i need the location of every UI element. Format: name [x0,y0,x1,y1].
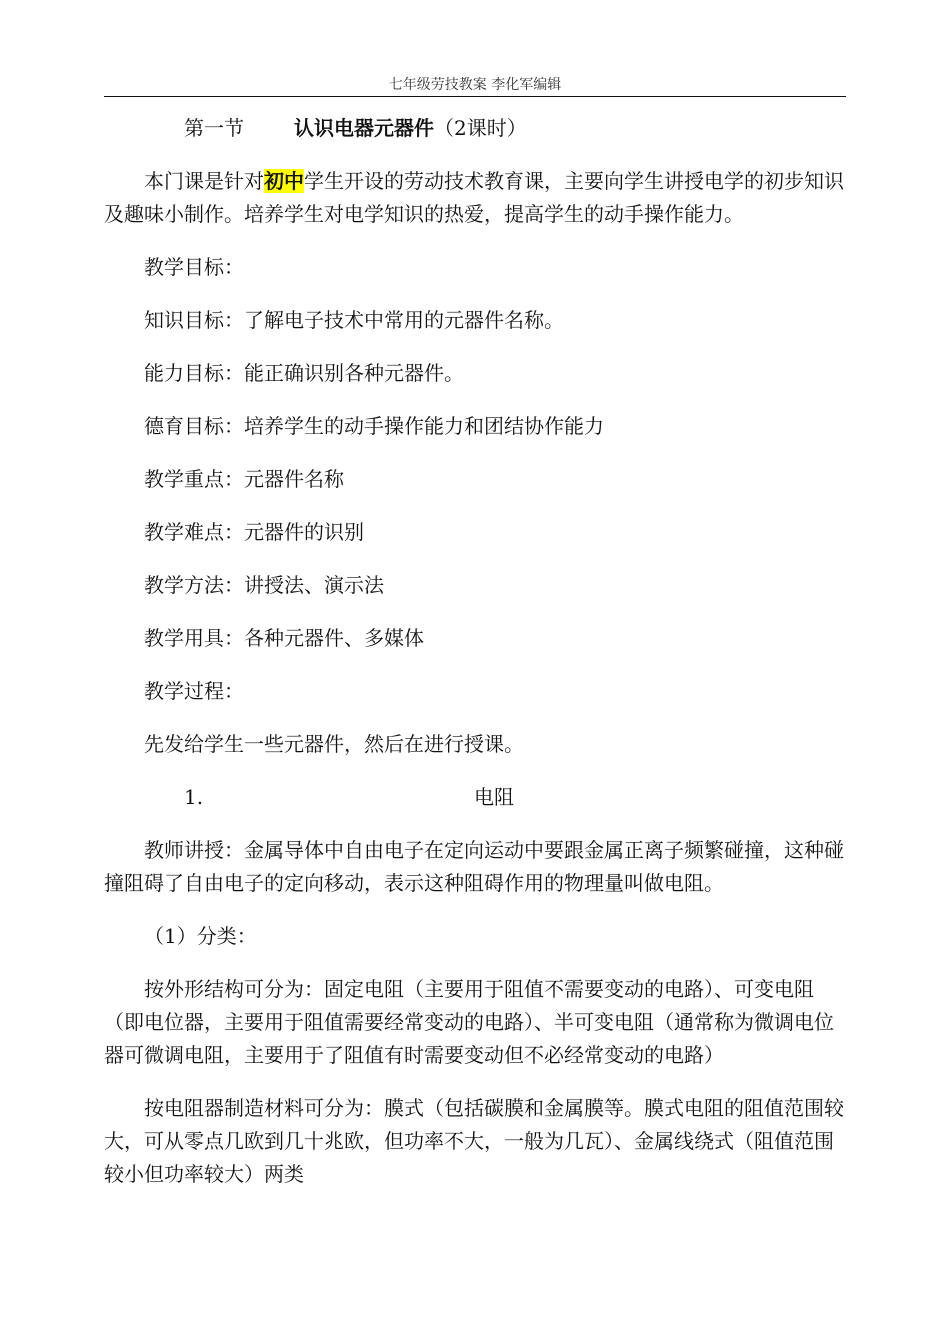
item-number: 1. [184,785,204,809]
header-rule [104,96,846,97]
ability-objective: 能力目标：能正确识别各种元器件。 [144,361,464,385]
page-header: 七年级劳技教案 李化军编辑 [388,77,562,93]
section-heading [104,112,846,145]
section-number: 第一节 [184,116,244,140]
highlighted-text: 初中 [264,169,304,193]
first-step: 先发给学生一些元器件，然后在进行授课。 [144,732,524,756]
by-shape-paragraph: 按外形结构可分为：固定电阻（主要用于阻值不需要变动的电路）、可变电阻（即电位器，主要用于阻值需要经常变动的电路）、半可变电阻（通常称为微调电位器可微调电阻，主要用于了阻值有时需要变动但不必经常变动的电路） [104,977,834,1067]
section-hours: （2课时） [434,116,527,140]
classification-heading: （1）分类： [144,924,257,948]
item-title: 电阻 [474,785,514,809]
objectives-line: 教学目标： [144,255,244,279]
knowledge-objective: 知识目标：了解电子技术中常用的元器件名称。 [144,308,564,332]
intro-paragraph [104,165,846,231]
teaching-method: 教学方法：讲授法、演示法 [144,573,384,597]
key-point: 教学重点：元器件名称 [144,467,344,491]
intro-after: 学生开设的劳动技术教育课，主要向学生讲授电学的初步知识及趣味小制作。培养学生对电学知识的热爱，提高学生的动手操作能力。 [104,169,844,226]
intro-before: 本门课是针对 [144,169,264,193]
difficulty-point: 教学难点：元器件的识别 [144,520,364,544]
section-title: 认识电器元器件 [294,116,434,140]
by-material-paragraph: 按电阻器制造材料可分为：膜式（包括碳膜和金属膜等。膜式电阻的阻值范围较大，可从零点几欧到几十兆欧，但功率不大，一般为几瓦）、金属线绕式（阻值范围较小但功率较大）两类 [104,1096,844,1186]
moral-objective: 德育目标：培养学生的动手操作能力和团结协作能力 [144,414,604,438]
item-heading [104,781,846,814]
document-body [104,112,846,1191]
lecture-paragraph: 教师讲授：金属导体中自由电子在定向运动中要跟金属正离子频繁碰撞，这种碰撞阻碍了自由电子的定向移动，表示这种阻碍作用的物理量叫做电阻。 [104,838,844,895]
teaching-tools: 教学用具：各种元器件、多媒体 [144,626,424,650]
teaching-process: 教学过程： [144,679,244,703]
